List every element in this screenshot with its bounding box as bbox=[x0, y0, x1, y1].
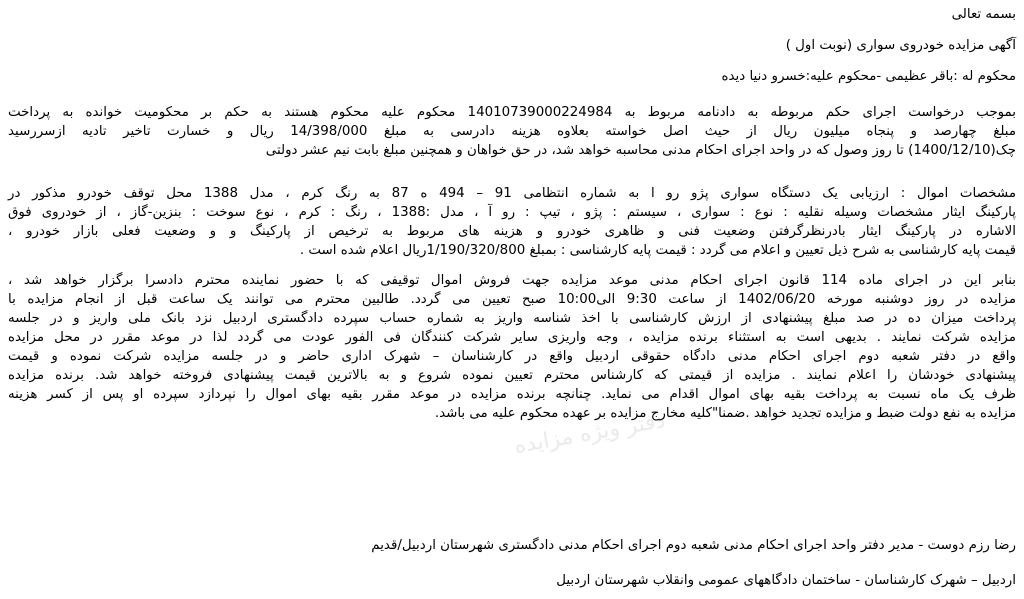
notice-title: آگهی مزایده خودروی سواری (نوبت اول ) bbox=[785, 38, 1016, 53]
paragraph-property-specs bbox=[8, 184, 1016, 260]
paragraph-line: مبلغ چهارصد و پنجاه میلیون ریال از حیث اصل خواسته بعلاوه هزینه دادرسی به مبلغ 14/398/000 ریال و خسارت تاخیر تادیه ازسررسید bbox=[8, 124, 1017, 139]
paragraph-judgment bbox=[8, 103, 1016, 160]
paragraph-line: مزایده به نفع دولت ضبط و مزایده تجدید خواهد .ضمنا"کلیه مخارج مزایده بر عهده محکوم علیه می باشد. bbox=[434, 406, 1016, 421]
paragraph-line: پیشنهادی خودشان را اعلام نمایند . مزایده از قیمتی که کارشناس محترم تعیین نموده شروع و به بالاترین قیمت پیشنهادی فروخته خواهد شد. برنده مزایده bbox=[8, 368, 1016, 383]
parties-line: محکوم له :باقر عظیمی -محکوم علیه:خسرو دنیا دیده bbox=[721, 69, 1016, 84]
watermark-text: دفتر ویژه مزایده bbox=[512, 407, 668, 460]
address-line: اردبیل – شهرک کارشناسان - ساختمان دادگاههای عمومی وانقلاب شهرستان اردبیل bbox=[556, 573, 1016, 588]
paragraph-line: پارکینگ ایثار مشخصات وسیله نقلیه : نوع : سواری ، سیستم : پژو ، تیپ : رو آ ، مدل :1388 ، رنگ : کرم ، نوع سوخت : بنزین-گاز ، از خودروی فوق bbox=[8, 205, 1016, 220]
paragraph-line: مشخصات اموال : ارزیابی یک دستگاه سواری پژو رو ا به شماره انتظامی 91 – 494 ه 87 به رنگ کرم ، مدل 1388 محل توقف خودرو مذکور در bbox=[8, 186, 1016, 201]
paragraph-line: مزایده در روز دوشنبه مورخه 1402/06/20 از ساعت 9:30 الی10:00 صبح تعیین می گردد. طالبین محترم می توانند یک ساعت قبل از انجام مزایده با bbox=[8, 292, 1016, 307]
paragraph-line: واقع در دفتر شعبه دوم اجرای احکام مدنی دادگاه حقوقی اردبیل واقع در کارشناسان – شهرک اداری حاضر و در جلسه مزایده شرکت نموده و قیمت bbox=[8, 349, 1016, 364]
paragraph-line: پرداخت میزان ده در صد مبلغ پیشنهادی از ارزش کارشناسی با اخذ شناسه واریز به شماره حساب سپرده دادگستری اردبیل نزد بانک ملی واریز و در جلسه bbox=[8, 311, 1016, 326]
paragraph-auction-terms bbox=[8, 271, 1016, 423]
paragraph-line: الاشاره در پارکینگ ایثار بادرنظرگرفتن وضعیت فنی و ظاهری خودرو و هزینه های مربوط به ترخیص از پارکینگ و و وضعیت فعلی بازار خودرو ، bbox=[8, 224, 1016, 239]
paragraph-line: ظرف یک ماه نسبت به پرداخت بقیه بهای اموال اقدام می نماید. چنانچه برنده مزایده در موعد مقرر بقیه بهای اموال را نپردازد سپرده او پس از کسر هزینه bbox=[8, 387, 1016, 402]
paragraph-line: مزایده شرکت نمایند . بدیهی است به استثناء برنده مزایده ، وجه واریزی سایر شرکت کنندگان فی الفور عودت می گردد لذا در موعد مقرر در محل مزایده bbox=[8, 330, 1016, 345]
paragraph-line: بنابر این در اجرای ماده 114 قانون اجرای احکام مدنی موعد مزایده جهت فروش اموال توقیفی که با حضور نماینده محترم دادسرا برگزار خواهد شد ، bbox=[8, 273, 1016, 288]
basmala-heading: بسمه تعالی bbox=[951, 7, 1016, 22]
paragraph-line: چک(1400/12/10) تا روز وصول که در واحد اجرای احکام مدنی محاسبه خواهد شد، در حق خواهان و همچنین مبلغ بابت نیم عشر دولتی bbox=[265, 143, 1016, 158]
paragraph-line: قیمت پایه کارشناسی به شرح ذیل تعیین و اعلام می گردد : قیمت پایه کارشناسی : بمبلغ 1/190/320/800ریال اعلام شده است . bbox=[299, 243, 1016, 258]
paragraph-line: بموجب درخواست اجرای حکم مربوطه به دادنامه مربوط به 14010739000224984 محکوم علیه محکوم هستند به حکم بر محکومیت خوانده به پرداخت bbox=[8, 105, 1016, 120]
signature-line: رضا رزم دوست - مدیر دفتر واحد اجرای احکام مدنی شعبه دوم اجرای احکام مدنی دادگستری شهرستان اردبیل/قدیم bbox=[371, 538, 1016, 553]
auction-notice-document bbox=[8, 6, 1016, 596]
